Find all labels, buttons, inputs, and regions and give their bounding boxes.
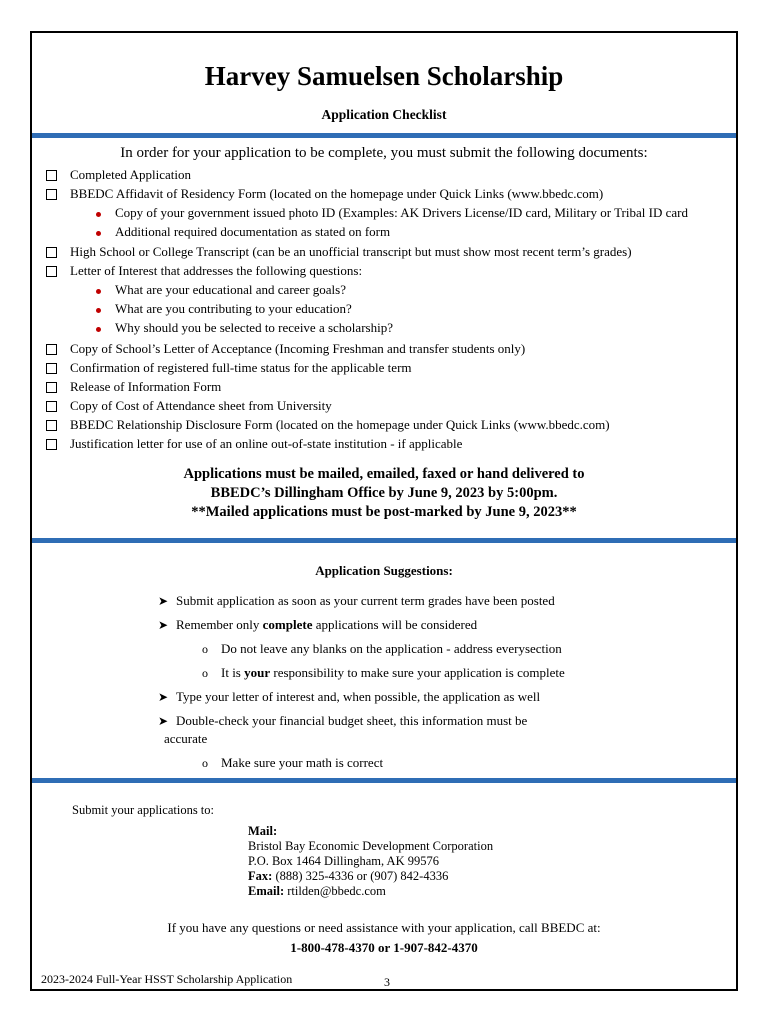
suggestion-item: Submit application as soon as your current term grades have been posted: [176, 593, 555, 608]
section-divider: [32, 133, 736, 138]
deadline-line: **Mailed applications must be post-marked by June 9, 2023**: [191, 504, 577, 520]
suggestion-item: Type your letter of interest and, when possible, the application as well: [176, 689, 541, 704]
suggestion-emphasis: complete: [262, 617, 313, 632]
checklist-item: Copy of Cost of Attendance sheet from University: [70, 398, 332, 413]
arrow-bullet-icon: ➤: [158, 594, 169, 608]
checkbox[interactable]: [46, 266, 57, 277]
checkbox[interactable]: [46, 247, 57, 258]
checklist-intro: In order for your application to be complete, you must submit the following documents:: [120, 145, 648, 161]
email-address[interactable]: rtilden@bbedc.com: [287, 884, 386, 898]
bullet-icon: [96, 289, 101, 294]
mail-address: P.O. Box 1464 Dillingham, AK 99576: [248, 854, 439, 868]
bullet-icon: [96, 231, 101, 236]
checklist-subitem: Additional required documentation as stated on form: [115, 224, 391, 239]
bullet-icon: [96, 327, 101, 332]
suggestion-item: [176, 617, 477, 633]
page-title: Harvey Samuelsen Scholarship: [204, 61, 564, 91]
email-line: [248, 884, 386, 899]
checklist-item: Release of Information Form: [70, 379, 222, 394]
checklist-item: Copy of School’s Letter of Acceptance (Incoming Freshman and transfer students only): [70, 341, 526, 356]
application-page: [30, 31, 738, 991]
checkbox[interactable]: [46, 382, 57, 393]
suggestion-item-continued: accurate: [164, 731, 208, 746]
suggestion-text: applications will be considered: [312, 617, 478, 632]
circle-bullet-icon: o: [202, 666, 208, 680]
fax-numbers: (888) 325-4336 or (907) 842-4336: [275, 869, 449, 883]
suggestions-title: Application Suggestions:: [315, 563, 453, 578]
bullet-icon: [96, 212, 101, 217]
checkbox[interactable]: [46, 401, 57, 412]
arrow-bullet-icon: ➤: [158, 714, 169, 728]
phone-numbers: 1-800-478-4370 or 1-907-842-4370: [290, 940, 478, 955]
footer-doc-name: 2023-2024 Full-Year HSST Scholarship Application: [41, 972, 293, 986]
questions-text: If you have any questions or need assistance with your application, call BBEDC at:: [167, 920, 601, 935]
suggestion-text: It is: [221, 665, 245, 680]
deadline-line: BBEDC’s Dillingham Office by June 9, 2023 by 5:00pm.: [210, 485, 558, 501]
mail-label: Mail:: [248, 824, 278, 838]
checklist-item: Letter of Interest that addresses the following questions:: [70, 263, 363, 278]
suggestion-emphasis: your: [244, 665, 271, 680]
checkbox[interactable]: [46, 344, 57, 355]
suggestion-text: responsibility to make sure your application is complete: [270, 665, 565, 680]
section-divider: [32, 538, 736, 543]
checkbox[interactable]: [46, 420, 57, 431]
checklist-subitem: Why should you be selected to receive a scholarship?: [115, 320, 393, 335]
checklist-item: Confirmation of registered full-time status for the applicable term: [70, 360, 412, 375]
checklist-subitem: What are you contributing to your education?: [115, 301, 352, 316]
checkbox[interactable]: [46, 363, 57, 374]
page-number: 3: [384, 975, 390, 989]
checklist-subitem: Copy of your government issued photo ID (Examples: AK Drivers License/ID card, Military or Tribal ID card: [115, 205, 688, 220]
checklist-item: Justification letter for use of an online out-of-state institution - if applicable: [70, 436, 463, 451]
checklist-item: BBEDC Affidavit of Residency Form (located on the homepage under Quick Links (www.bbedc.com): [70, 186, 604, 201]
checklist-item: BBEDC Relationship Disclosure Form (located on the homepage under Quick Links (www.bbedc.com): [70, 417, 610, 432]
circle-bullet-icon: o: [202, 642, 208, 656]
arrow-bullet-icon: ➤: [158, 618, 169, 632]
email-label: Email:: [248, 884, 285, 898]
checklist-item: Completed Application: [70, 167, 191, 182]
page-subtitle: Application Checklist: [321, 107, 447, 122]
deadline-line: Applications must be mailed, emailed, faxed or hand delivered to: [183, 466, 585, 482]
fax-label: Fax:: [248, 869, 273, 883]
section-divider: [32, 778, 736, 783]
submit-intro: Submit your applications to:: [72, 803, 215, 817]
suggestion-subitem: Do not leave any blanks on the application - address everysection: [221, 641, 562, 656]
checkbox[interactable]: [46, 189, 57, 200]
checklist-item: High School or College Transcript (can be an unofficial transcript but must show most recent term’s grades): [70, 244, 632, 259]
bullet-icon: [96, 308, 101, 313]
mail-organization: Bristol Bay Economic Development Corporation: [248, 839, 494, 853]
checkbox[interactable]: [46, 439, 57, 450]
suggestion-text: Remember only: [176, 617, 263, 632]
fax-line: [248, 869, 448, 884]
checkbox[interactable]: [46, 170, 57, 181]
suggestion-subitem: [221, 665, 565, 681]
suggestion-item: Double-check your financial budget sheet, this information must be: [176, 713, 528, 728]
checklist-subitem: What are your educational and career goals?: [115, 282, 346, 297]
suggestion-subitem: Make sure your math is correct: [221, 755, 384, 770]
arrow-bullet-icon: ➤: [158, 690, 169, 704]
circle-bullet-icon: o: [202, 756, 208, 770]
